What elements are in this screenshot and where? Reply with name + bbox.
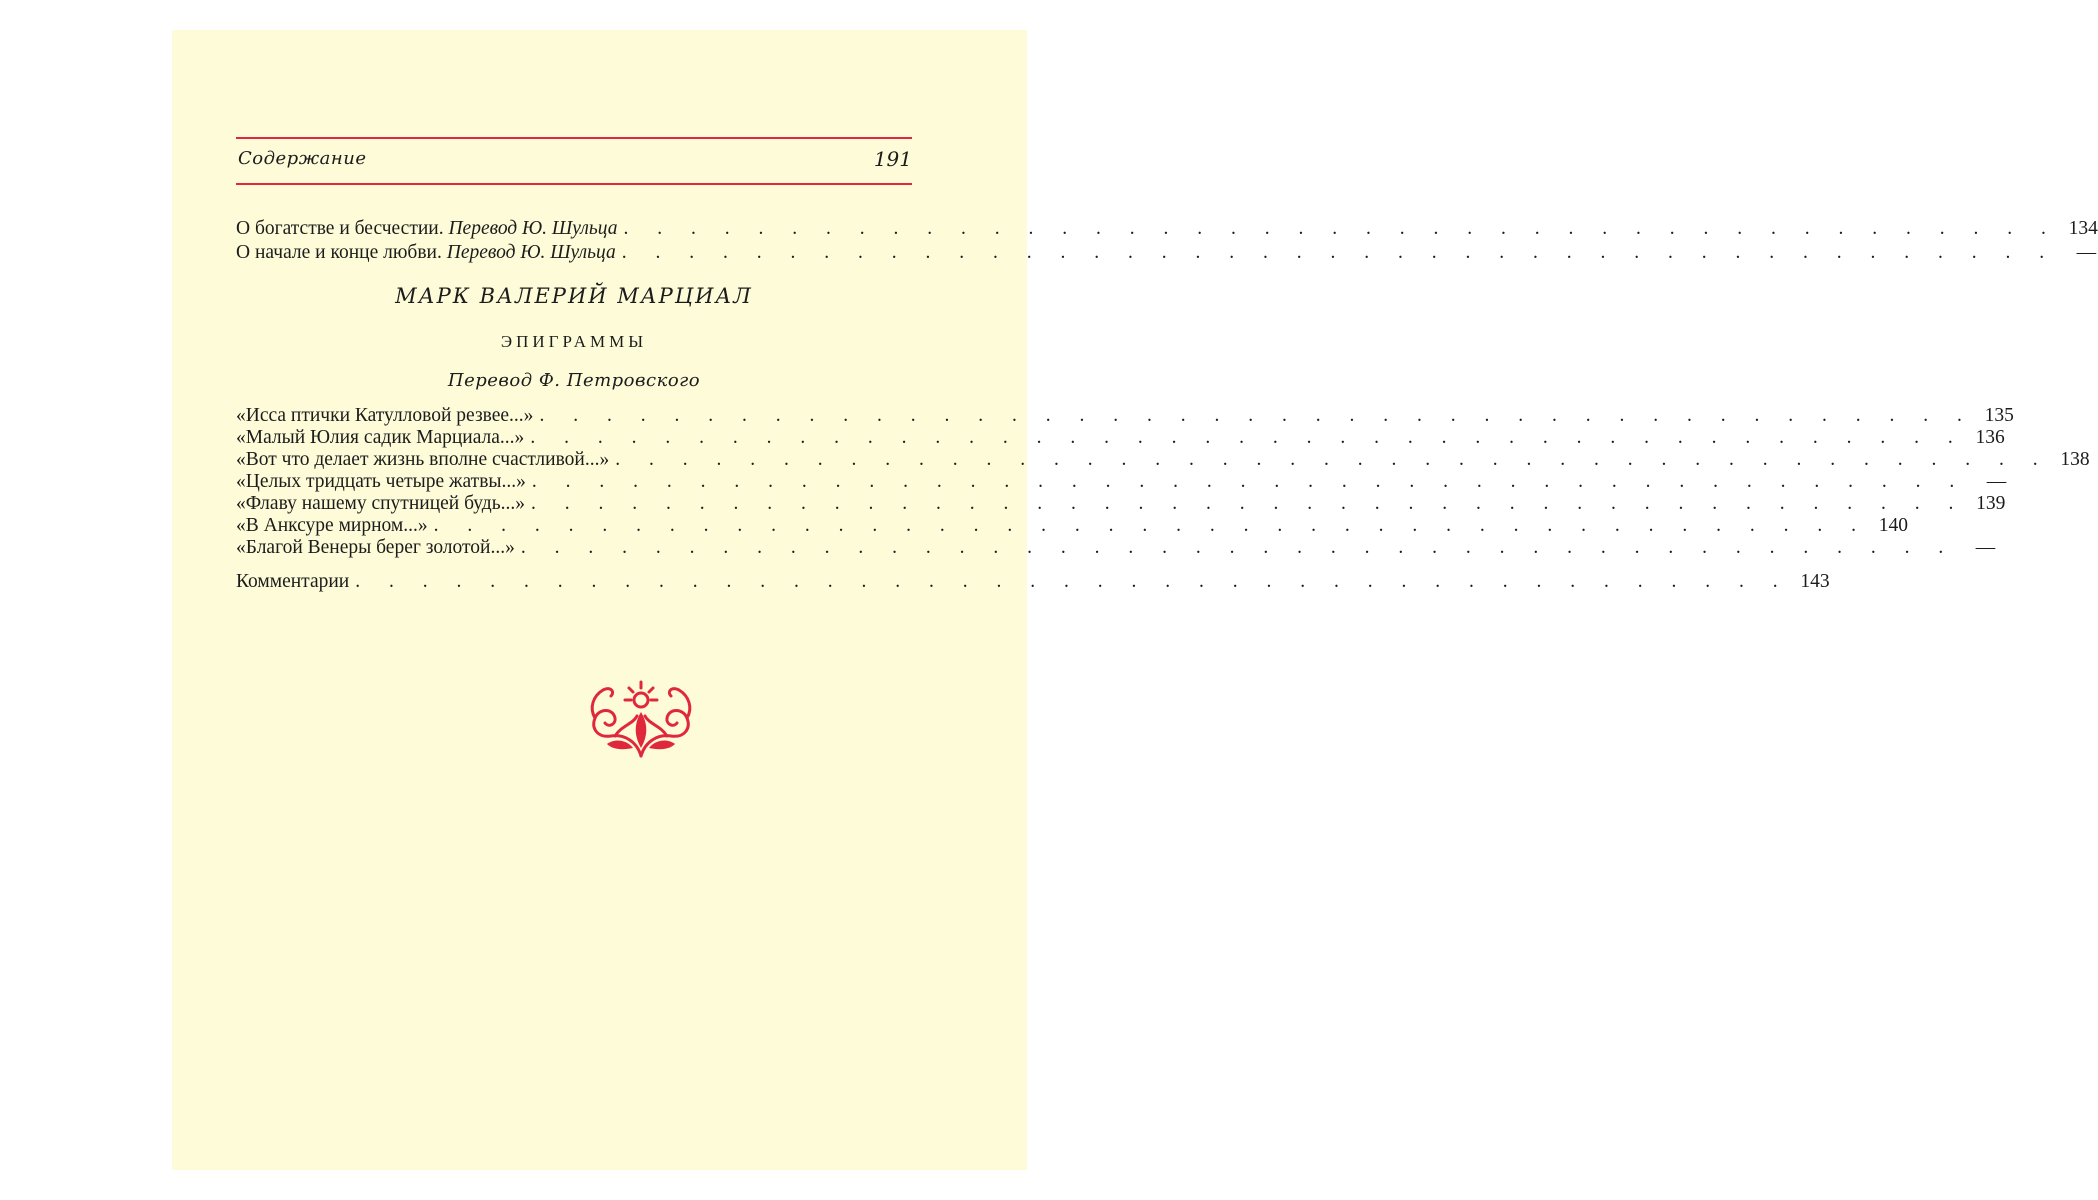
- dot-leader: . . . . . . . . . . . . . . . . . . . . . . . . . . . . . . . . . . . . . . . . . . .: [531, 493, 1966, 514]
- toc-entry: [236, 218, 2098, 240]
- entry-page: 136: [1975, 427, 2005, 448]
- toc-entry: [236, 242, 2097, 264]
- entry-title: «Вот что делает жизнь вполне счастливой...»: [236, 449, 610, 470]
- entry-title: «В Анксуре мирном...»: [236, 515, 428, 536]
- toc-entry: [236, 537, 1996, 559]
- floral-ornament-icon: [585, 678, 697, 758]
- entry-page: 139: [1976, 493, 2006, 514]
- dot-leader: . . . . . . . . . . . . . . . . . . . . . . . . . . . . . . . . . . . . . . . . . . .: [623, 218, 2058, 239]
- entry-title: «Целых тридцать четыре жатвы...»: [236, 471, 526, 492]
- entry-page: 140: [1878, 515, 1908, 536]
- dot-leader: . . . . . . . . . . . . . . . . . . . . . . . . . . . . . . . . . . . . . . . . . . .: [520, 537, 1956, 558]
- entry-page: —: [1986, 471, 2007, 492]
- section-heading: ЭПИГРАММЫ: [500, 332, 648, 351]
- toc-entry: [236, 493, 2006, 515]
- entry-translator: Перевод Ю. Шульца: [448, 218, 618, 239]
- running-title: Содержание: [238, 148, 367, 169]
- entry-title: Комментарии: [236, 571, 350, 592]
- entry-page: 138: [2060, 449, 2090, 470]
- page-number: 191: [873, 147, 912, 171]
- dot-leader: . . . . . . . . . . . . . . . . . . . . . . . . . . . . . . . . . . . . . . . . . . .: [530, 427, 1965, 448]
- header-bottom-rule: [236, 183, 912, 185]
- entry-title: «Благой Венеры берег золотой...»: [236, 537, 515, 558]
- toc-entry: [236, 449, 2090, 471]
- dot-leader: . . . . . . . . . . . . . . . . . . . . . . . . . . . . . . . . . . . . . . . . . . .: [621, 242, 2057, 263]
- entry-title: «Флаву нашему спутницей будь...»: [236, 493, 525, 514]
- header-top-rule: [236, 137, 912, 139]
- entry-page: —: [2076, 242, 2097, 263]
- toc-entry: [236, 405, 2014, 427]
- entry-page: 135: [1984, 405, 2014, 426]
- entry-translator: Перевод Ю. Шульца: [446, 242, 616, 263]
- toc-entry: [236, 515, 1908, 537]
- translation-credit: Перевод Ф. Петровского: [447, 370, 701, 391]
- toc-entry: [236, 471, 2007, 493]
- entry-page: —: [1975, 537, 1996, 558]
- toc-entry-commentary: [236, 571, 1830, 593]
- entry-title: О богатстве и бесчестии.: [236, 218, 444, 239]
- author-heading: МАРК ВАЛЕРИЙ МАРЦИАЛ: [395, 284, 753, 308]
- dot-leader: . . . . . . . . . . . . . . . . . . . . . . . . . . . . . . . . . . . . . . . . . . .: [539, 405, 1974, 426]
- dot-leader: . . . . . . . . . . . . . . . . . . . . . . . . . . . . . . . . . . . . . . . . . . .: [615, 449, 2050, 470]
- entry-page: 143: [1800, 571, 1830, 592]
- entry-title: «Малый Юлия садик Марциала...»: [236, 427, 525, 448]
- entry-page: 134: [2068, 218, 2098, 239]
- entry-title: О начале и конце любви.: [236, 242, 442, 263]
- toc-entry: [236, 427, 2005, 449]
- dot-leader: . . . . . . . . . . . . . . . . . . . . . . . . . . . . . . . . . . . . . . . . . . .: [531, 471, 1967, 492]
- book-page: [172, 30, 2098, 1170]
- entry-title: «Исса птички Катулловой резвее...»: [236, 405, 534, 426]
- dot-leader: . . . . . . . . . . . . . . . . . . . . . . . . . . . . . . . . . . . . . . . . . . .: [433, 515, 1868, 536]
- dot-leader: . . . . . . . . . . . . . . . . . . . . . . . . . . . . . . . . . . . . . . . . . . .: [355, 571, 1790, 592]
